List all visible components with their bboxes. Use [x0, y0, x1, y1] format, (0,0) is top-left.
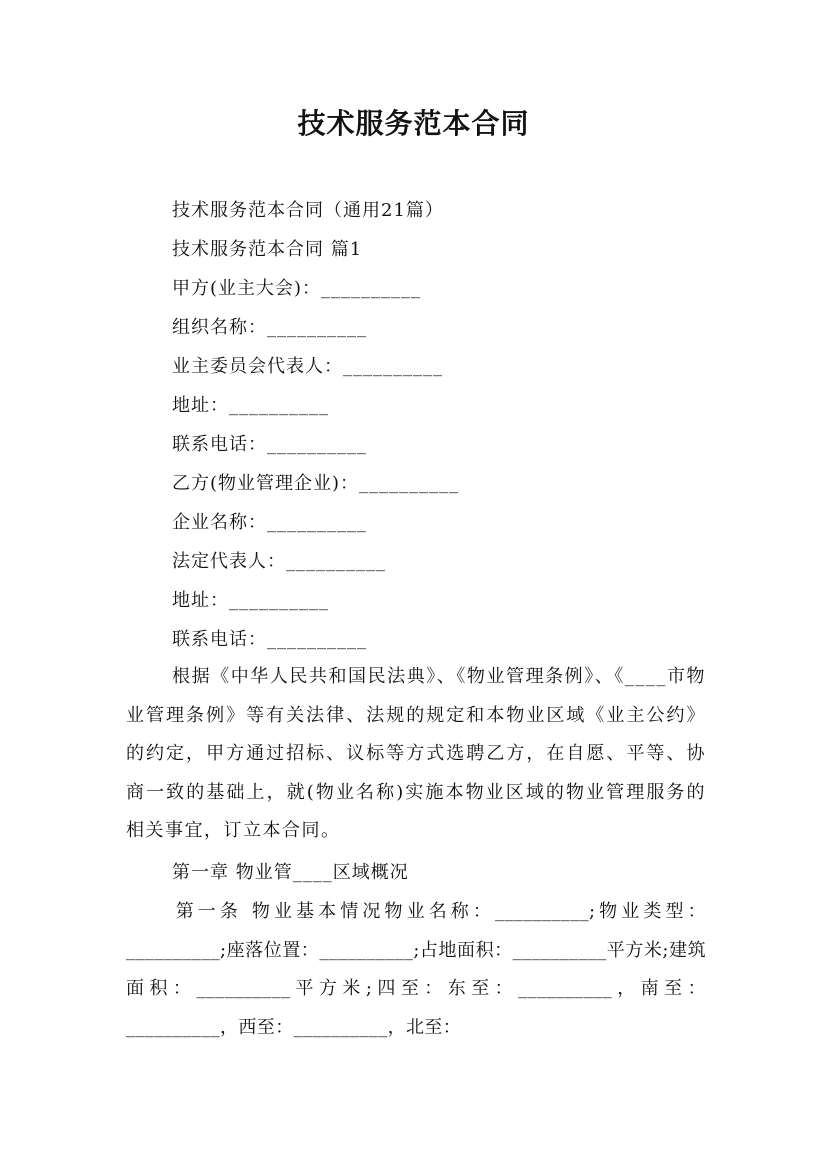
- section-heading: 技术服务范本合同 篇1: [172, 239, 363, 260]
- party-a-line: 甲方(业主大会)：__________: [172, 278, 422, 299]
- article-1-text: 第一条 物业基本情况物业名称：__________;物业类型：__________;座落位置：__________;占地面积：__________平方米;建筑面积：__________平方米;四至：东至：__________，南至：__________，西至：__________，北至：: [126, 901, 706, 1038]
- preamble-paragraph: [126, 658, 706, 851]
- owner-committee-representative-line: 业主委员会代表人：__________: [172, 356, 443, 377]
- organization-name-line: 组织名称：__________: [172, 317, 367, 338]
- party-b-address-line: 地址：__________: [172, 590, 329, 611]
- chapter-heading: 第一章 物业管____区域概况: [172, 862, 409, 883]
- party-b-line: 乙方(物业管理企业)：__________: [172, 473, 460, 494]
- preamble-text: 根据《中华人民共和国民法典》、《物业管理条例》、《____市物业管理条例》等有关法律、法规的规定和本物业区域《业主公约》的约定，甲方通过招标、议标等方式选聘乙方，在自愿、平等、协商一致的基础上，就(物业名称)实施本物业区域的物业管理服务的相关事宜，订立本合同。: [126, 666, 706, 841]
- party-b-phone-line: 联系电话：__________: [172, 629, 367, 650]
- party-a-address-line: 地址：__________: [172, 395, 329, 416]
- legal-representative-line: 法定代表人：__________: [172, 551, 386, 572]
- subtitle-line: 技术服务范本合同（通用21篇）: [172, 200, 444, 221]
- party-a-phone-line: 联系电话：__________: [172, 434, 367, 455]
- company-name-line: 企业名称：__________: [172, 512, 367, 533]
- document-title: 技术服务范本合同: [297, 107, 530, 140]
- article-1-paragraph: [126, 893, 706, 1047]
